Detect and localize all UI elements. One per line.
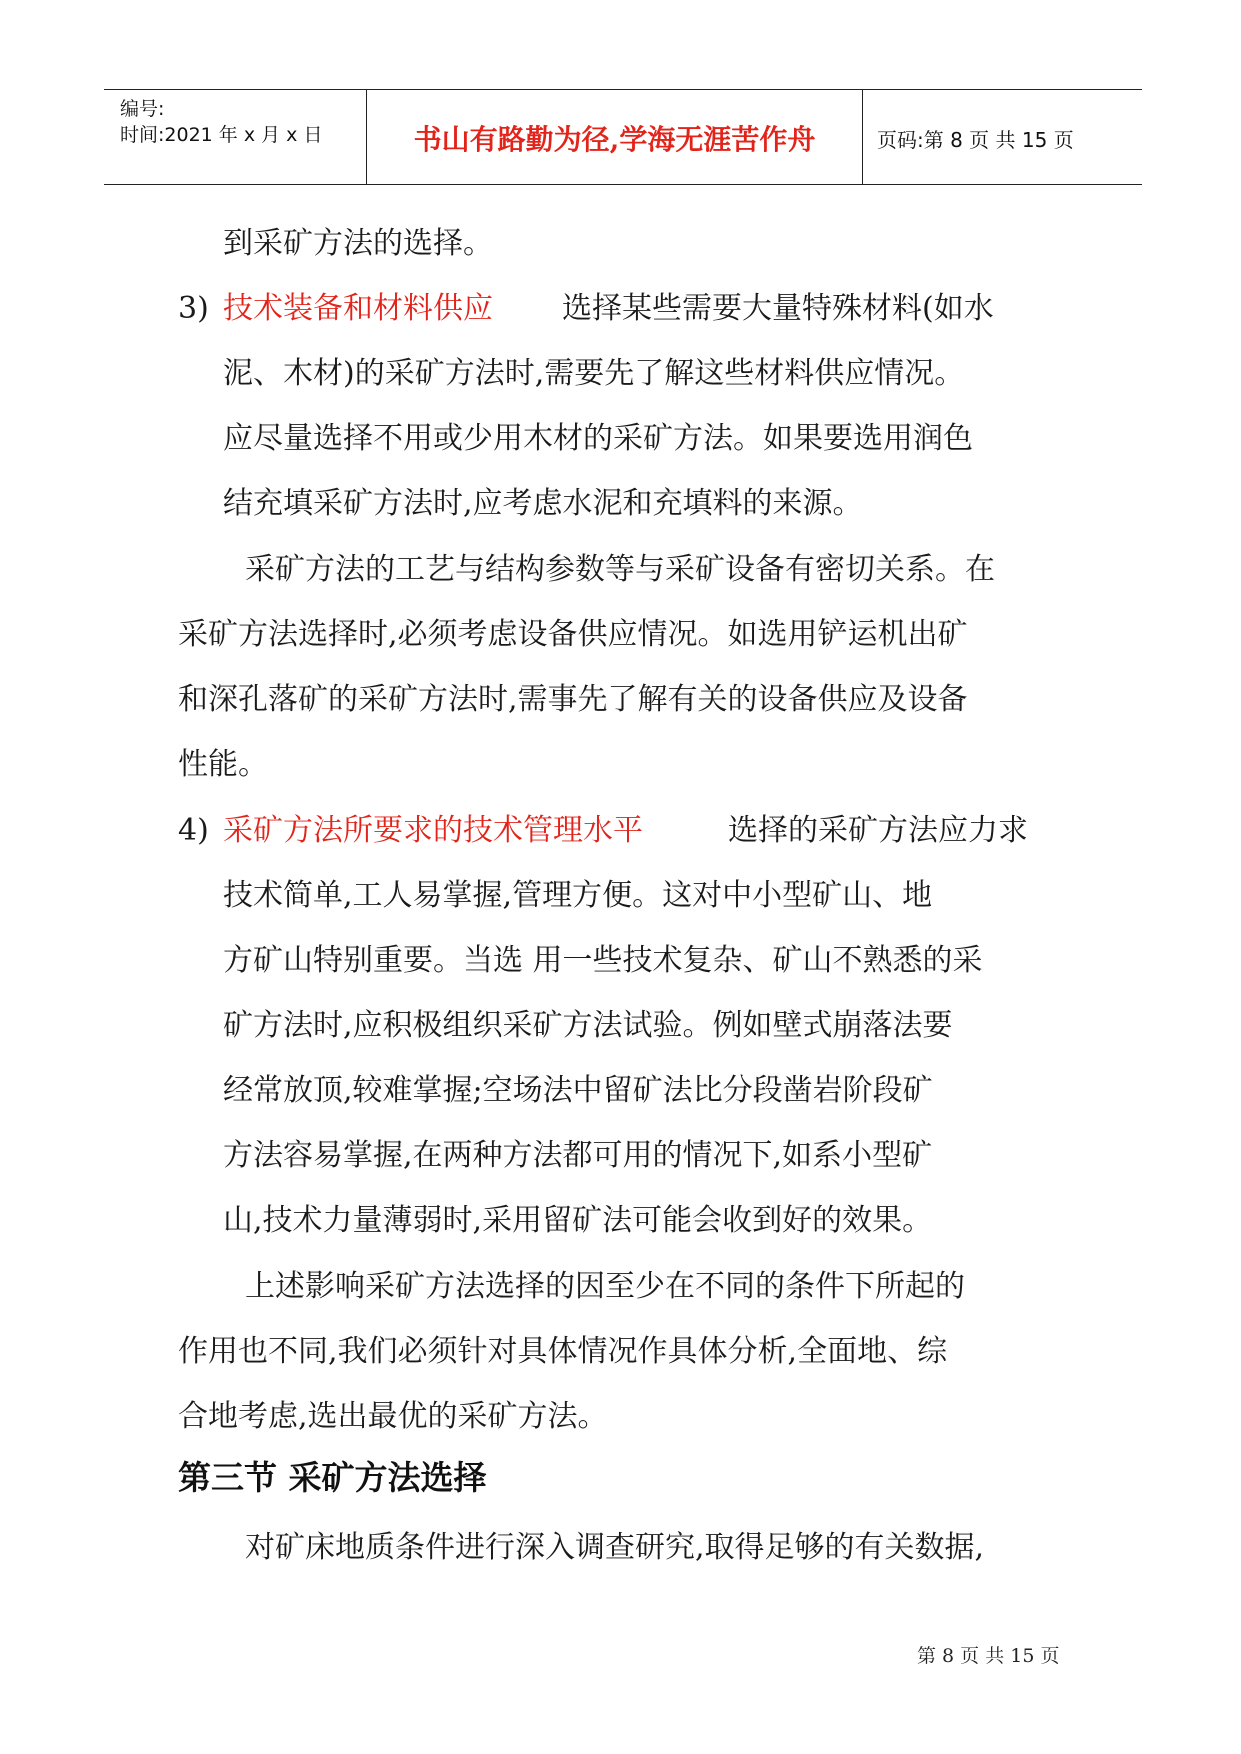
header-page-cell <box>863 90 1142 184</box>
body-line: 技术简单,工人易掌握,管理方便。这对中小型矿山、地 <box>223 878 933 913</box>
body-line: 采矿方法的工艺与结构参数等与采矿设备有密切关系。在 <box>245 552 995 587</box>
item-number: 3) <box>178 291 209 326</box>
header-motto-cell <box>366 90 863 184</box>
body-line: 泥、木材)的采矿方法时,需要先了解这些材料供应情况。 <box>223 356 965 391</box>
header-meta-cell <box>104 90 366 184</box>
item-number: 4) <box>178 813 209 848</box>
header-motto: 书山有路勤为径,学海无涯苦作舟 <box>413 123 816 156</box>
body-line: 矿方法时,应积极组织采矿方法试验。例如壁式崩落法要 <box>223 1008 953 1043</box>
body-line: 山,技术力量薄弱时,采用留矿法可能会收到好的效果。 <box>223 1203 933 1238</box>
body-line: 合地考虑,选出最优的采矿方法。 <box>178 1399 608 1434</box>
document-time-label: 时间:2021 年 x 月 x 日 <box>120 124 323 146</box>
body-line: 选择某些需要大量特殊材料(如水 <box>562 291 994 326</box>
page-footer: 第 8 页 共 15 页 <box>917 1645 1060 1667</box>
body-line: 采矿方法选择时,必须考虑设备供应情况。如选用铲运机出矿 <box>178 617 968 652</box>
page-header <box>104 89 1142 185</box>
body-line: 方矿山特别重要。当选 用一些技术复杂、矿山不熟悉的采 <box>223 943 983 978</box>
body-line: 结充填采矿方法时,应考虑水泥和充填料的来源。 <box>223 486 863 521</box>
body-line: 性能。 <box>178 747 268 782</box>
item-title: 技术装备和材料供应 <box>223 291 493 326</box>
body-line: 选择的采矿方法应力求 <box>728 813 1028 848</box>
item-title: 采矿方法所要求的技术管理水平 <box>223 813 643 848</box>
body-line: 应尽量选择不用或少用木材的采矿方法。如果要选用润色 <box>223 421 973 456</box>
document-number-label: 编号: <box>120 98 165 120</box>
body-line: 对矿床地质条件进行深入调查研究,取得足够的有关数据, <box>245 1530 985 1565</box>
body-line: 到采矿方法的选择。 <box>223 226 493 261</box>
header-page-info: 页码:第 8 页 共 15 页 <box>877 128 1074 152</box>
section-heading: 第三节 采矿方法选择 <box>178 1458 487 1497</box>
body-line: 上述影响采矿方法选择的因至少在不同的条件下所起的 <box>245 1269 965 1304</box>
body-line: 经常放顶,较难掌握;空场法中留矿法比分段凿岩阶段矿 <box>223 1073 933 1108</box>
body-line: 方法容易掌握,在两种方法都可用的情况下,如系小型矿 <box>223 1138 933 1173</box>
body-line: 作用也不同,我们必须针对具体情况作具体分析,全面地、综 <box>178 1334 948 1369</box>
body-line: 和深孔落矿的采矿方法时,需事先了解有关的设备供应及设备 <box>178 682 968 717</box>
